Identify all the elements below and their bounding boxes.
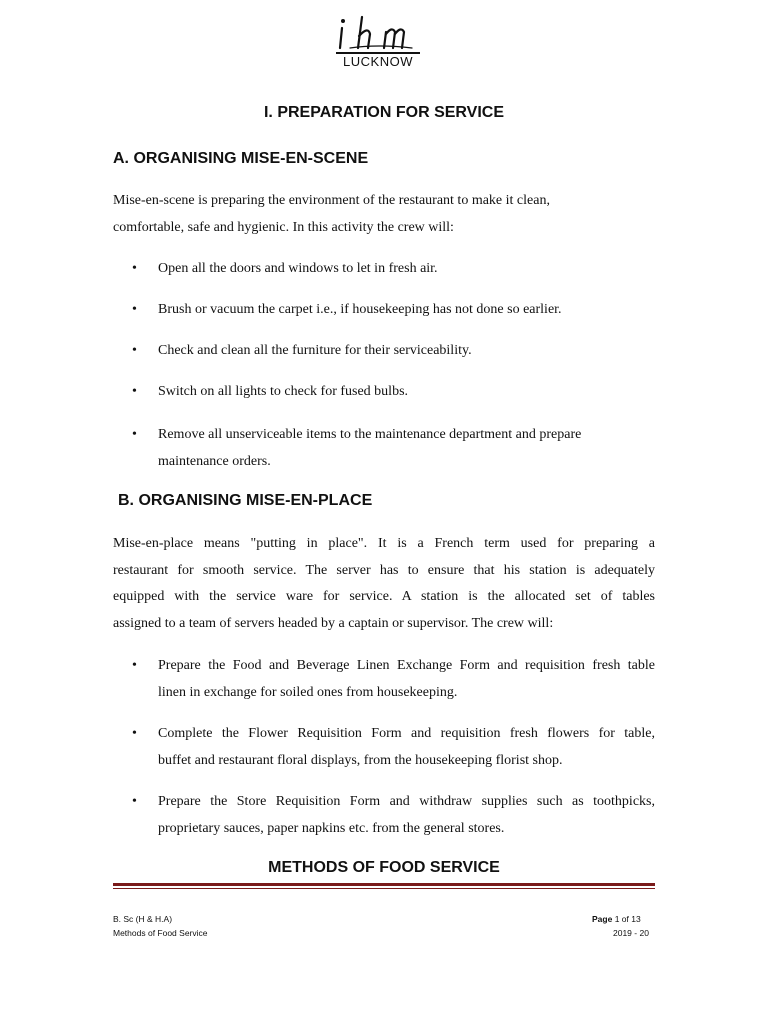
bullet-dot: •	[132, 726, 137, 741]
footer-subject: Methods of Food Service	[113, 928, 208, 938]
bullet-line: maintenance orders.	[158, 453, 271, 469]
section-b-paragraph	[113, 531, 655, 637]
bullet-text	[158, 422, 655, 475]
bullet-text: Check and clean all the furniture for their serviceability.	[158, 343, 472, 358]
section-a-paragraph	[113, 188, 655, 241]
bullet-text	[158, 721, 655, 774]
bullet-dot: •	[132, 427, 137, 442]
footer-program: B. Sc (H & H.A)	[113, 914, 173, 924]
running-title: METHODS OF FOOD SERVICE	[268, 859, 500, 876]
section-b-heading: B. ORGANISING MISE-EN-PLACE	[118, 492, 373, 509]
bullet-dot: •	[132, 794, 137, 809]
page-label: Page	[592, 914, 613, 924]
bullet-text: Switch on all lights to check for fused bulbs.	[158, 384, 409, 399]
bullet-line: Remove all unserviceable items to the maintenance department and prepare	[158, 427, 582, 442]
ihm-logo-mark	[332, 14, 424, 54]
ihm-logo	[332, 14, 424, 72]
bullet-text	[158, 653, 655, 706]
bullet-dot: •	[132, 302, 137, 317]
bullet-line: buffet and restaurant floral displays, from the housekeeping florist shop.	[158, 752, 563, 768]
page-number: 1 of 13	[614, 914, 641, 924]
bullet-text: Brush or vacuum the carpet i.e., if housekeeping has not done so earlier.	[158, 302, 562, 317]
bullet-dot: •	[132, 343, 137, 358]
paragraph-line: Mise-en-scene is preparing the environment of the restaurant to make it clean,	[113, 193, 550, 208]
paragraph-line: comfortable, safe and hygienic. In this activity the crew will:	[113, 219, 454, 235]
footer-page	[592, 914, 641, 924]
page-title: I. PREPARATION FOR SERVICE	[263, 104, 505, 121]
bullet-line: Prepare the Store Requisition Form and withdraw supplies such as toothpicks,	[158, 794, 655, 809]
bullet-text	[158, 789, 655, 842]
footer-rule-thick	[113, 883, 655, 886]
bullet-text: Open all the doors and windows to let in fresh air.	[158, 261, 438, 276]
bullet-dot: •	[132, 384, 137, 399]
bullet-line: proprietary sauces, paper napkins etc. from the general stores.	[158, 820, 505, 836]
paragraph-line: equipped with the service ware for service. A station is the allocated set of tables	[113, 589, 655, 604]
paragraph-line: assigned to a team of servers headed by a captain or supervisor. The crew will:	[113, 615, 554, 631]
section-a-heading: A. ORGANISING MISE-EN-SCENE	[113, 150, 369, 167]
paragraph-line: restaurant for smooth service. The server has to ensure that his station is adequately	[113, 562, 655, 578]
bullet-line: linen in exchange for soiled ones from housekeeping.	[158, 684, 458, 700]
footer-rule-thin	[113, 888, 655, 889]
logo-text: LUCKNOW	[343, 54, 413, 69]
paragraph-line: Mise-en-place means "putting in place". It is a French term used for preparing a	[113, 536, 655, 551]
bullet-line: Prepare the Food and Beverage Linen Exchange Form and requisition fresh table	[158, 658, 655, 673]
bullet-line: Complete the Flower Requisition Form and requisition fresh flowers for table,	[158, 726, 655, 741]
bullet-dot: •	[132, 261, 137, 276]
bullet-dot: •	[132, 658, 137, 673]
footer-year: 2019 - 20	[613, 928, 649, 938]
